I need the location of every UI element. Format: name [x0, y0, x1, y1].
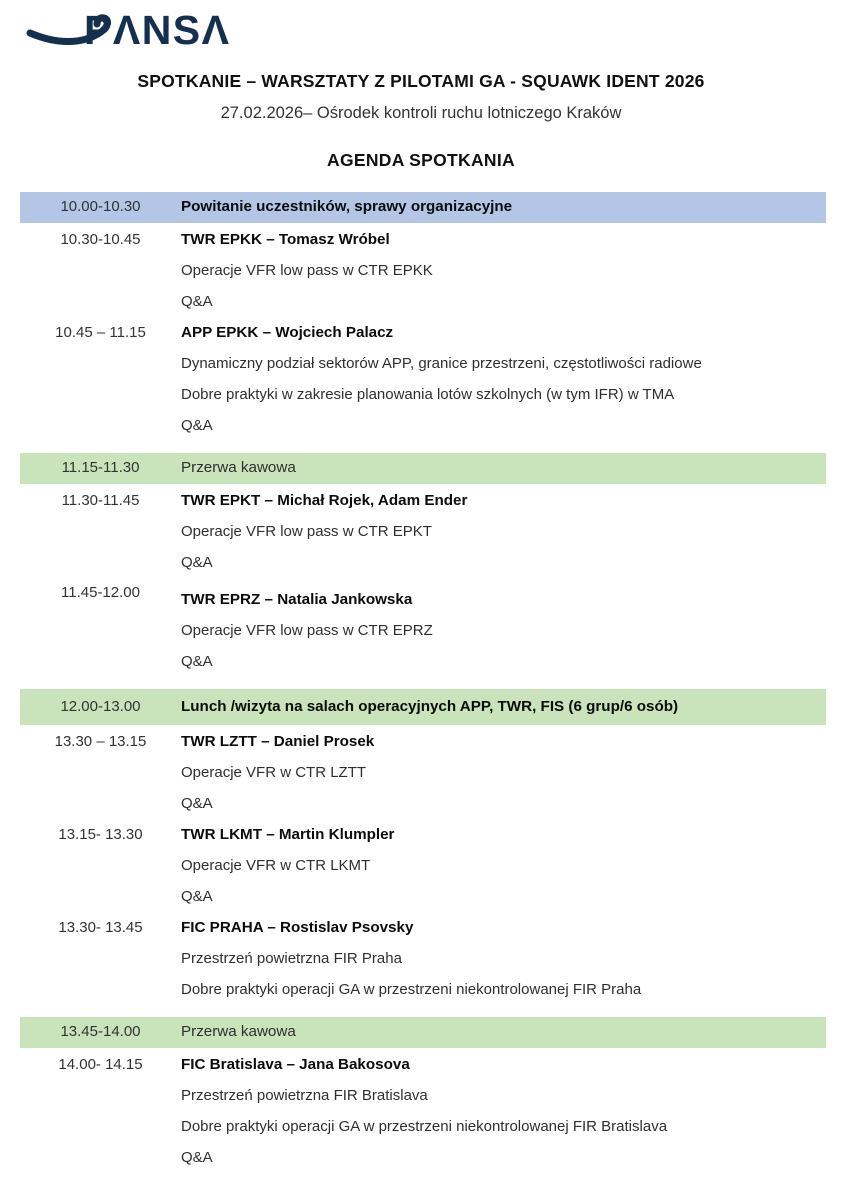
session-line: Q&A	[181, 553, 213, 571]
session-line: Q&A	[181, 1148, 213, 1166]
session-content	[181, 1055, 826, 1179]
agenda-row	[20, 1017, 826, 1048]
session-line: Q&A	[181, 416, 213, 434]
agenda-row	[20, 825, 826, 918]
session-content	[181, 230, 826, 323]
agenda-row	[20, 453, 826, 484]
agenda-row	[20, 491, 826, 584]
document-subtitle: 27.02.2026– Ośrodek kontroli ruchu lotniczego Kraków	[220, 103, 622, 122]
session-content	[181, 197, 826, 217]
agenda-row	[20, 192, 826, 223]
agenda-row	[20, 1055, 826, 1179]
session-content	[181, 732, 826, 825]
time-range: 14.00- 14.15	[58, 1055, 143, 1073]
time-range: 13.15- 13.30	[58, 825, 143, 843]
logo-text: PΛNSΛ	[84, 7, 231, 51]
session-title: FIC Bratislava – Jana Bakosova	[181, 1055, 410, 1073]
session-title: FIC PRAHA – Rostislav Psovsky	[181, 918, 414, 936]
agenda-row	[20, 689, 826, 725]
session-content	[181, 1022, 826, 1042]
session-title: TWR EPKT – Michał Rojek, Adam Ender	[181, 491, 468, 509]
session-line: Q&A	[181, 794, 213, 812]
pansa-logo-graphic	[26, 7, 238, 51]
time-range: 10.00-10.30	[60, 198, 141, 216]
session-line: Q&A	[181, 652, 213, 670]
session-line: Dobre praktyki w zakresie planowania lotów szkolnych (w tym IFR) w TMA	[181, 385, 675, 403]
session-content	[181, 458, 826, 478]
pansa-logo	[0, 0, 842, 51]
session-line: Operacje VFR w CTR LZTT	[181, 763, 367, 781]
session-line: Operacje VFR low pass w CTR EPRZ	[181, 621, 433, 639]
session-title: TWR EPKK – Tomasz Wróbel	[181, 230, 390, 248]
document-header	[0, 0, 842, 171]
agenda-row	[20, 323, 826, 447]
session-content	[181, 590, 826, 683]
time-range: 11.30-11.45	[61, 491, 140, 509]
agenda-table	[20, 192, 826, 1179]
session-title: Powitanie uczestników, sprawy organizacyjne	[181, 198, 513, 216]
session-title: Lunch /wizyta na salach operacyjnych APP, TWR, FIS (6 grup/6 osób)	[181, 697, 679, 715]
time-range: 13.30 – 13.15	[54, 732, 147, 750]
time-range: 10.45 – 11.15	[55, 323, 146, 341]
document-title: SPOTKANIE – WARSZTATY Z PILOTAMI GA - SQUAWK IDENT 2026	[137, 71, 705, 91]
session-line: Przestrzeń powietrzna FIR Praha	[181, 949, 402, 967]
agenda-row	[20, 230, 826, 323]
session-title: Przerwa kawowa	[181, 459, 296, 477]
session-line: Dynamiczny podział sektorów APP, granice przestrzeni, częstotliwości radiowe	[181, 354, 702, 372]
session-content	[181, 825, 826, 918]
session-content	[181, 491, 826, 584]
time-range: 11.45-12.00	[61, 583, 140, 601]
session-content	[181, 918, 826, 1011]
session-title: Przerwa kawowa	[181, 1023, 296, 1041]
session-line: Operacje VFR low pass w CTR EPKK	[181, 261, 433, 279]
session-content	[181, 323, 826, 447]
time-range: 10.30-10.45	[60, 230, 141, 248]
agenda-row	[20, 583, 826, 683]
agenda-row	[20, 732, 826, 825]
time-range: 13.45-14.00	[60, 1023, 141, 1041]
session-title: TWR LZTT – Daniel Prosek	[181, 732, 375, 750]
session-content	[181, 697, 826, 717]
session-title: TWR LKMT – Martin Klumpler	[181, 825, 395, 843]
agenda-row	[20, 918, 826, 1011]
session-line: Dobre praktyki operacji GA w przestrzeni niekontrolowanej FIR Bratislava	[181, 1117, 668, 1135]
session-line: Dobre praktyki operacji GA w przestrzeni niekontrolowanej FIR Praha	[181, 980, 642, 998]
time-range: 11.15-11.30	[61, 459, 140, 477]
time-range: 12.00-13.00	[60, 697, 141, 715]
session-line: Przestrzeń powietrzna FIR Bratislava	[181, 1086, 428, 1104]
session-line: Operacje VFR low pass w CTR EPKT	[181, 522, 432, 540]
session-title: TWR EPRZ – Natalia Jankowska	[181, 590, 413, 608]
session-line: Q&A	[181, 292, 213, 310]
time-range: 13.30- 13.45	[58, 918, 143, 936]
session-line: Q&A	[181, 887, 213, 905]
session-title: APP EPKK – Wojciech Palacz	[181, 323, 394, 341]
session-line: Operacje VFR w CTR LKMT	[181, 856, 371, 874]
agenda-heading: AGENDA SPOTKANIA	[327, 149, 515, 170]
